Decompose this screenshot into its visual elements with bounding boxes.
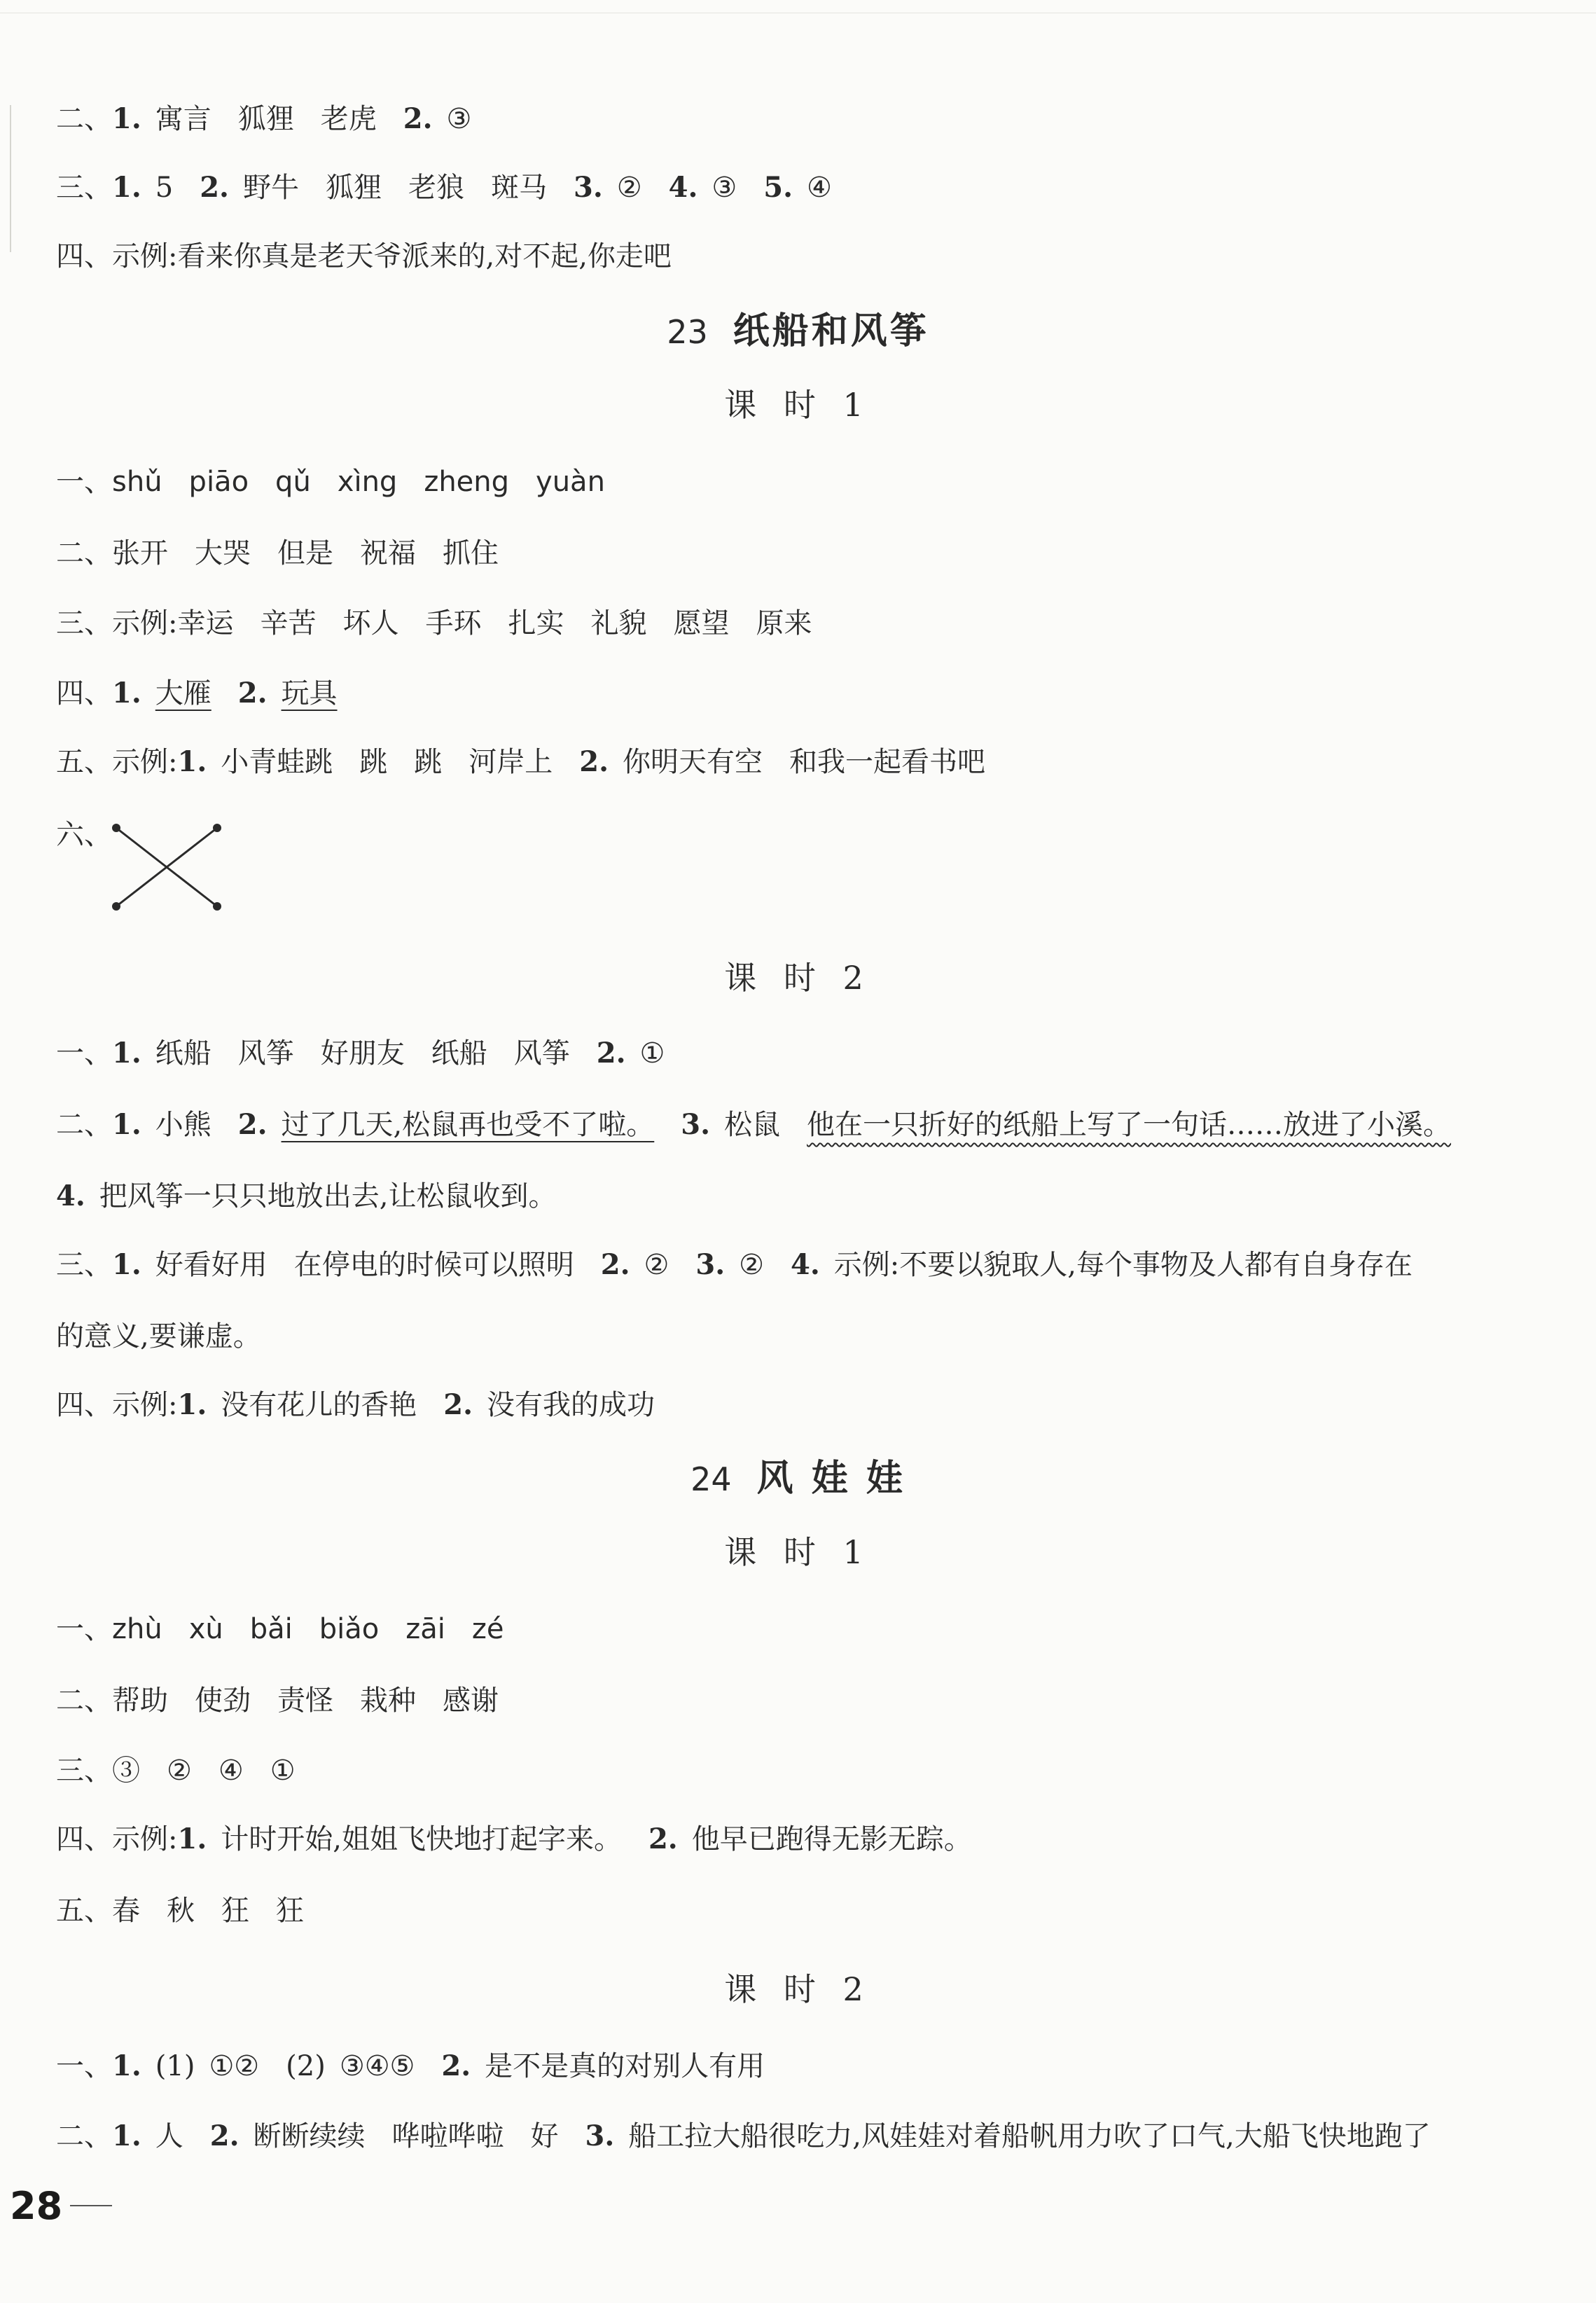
answer-line: 五、示例:1. 小青蛙跳 跳 跳 河岸上 2. 你明天有空 和我一起看书吧 (56, 745, 986, 778)
lesson-title: 24 风 娃 娃 (691, 1458, 905, 1500)
lesson-period-heading: 课 时 2 (724, 1970, 872, 2008)
answer-line: 二、1. 寓言 狐狸 老虎 2. ③ (56, 102, 472, 135)
answer-line: 四、示例:1. 没有花儿的香艳 2. 没有我的成功 (56, 1388, 655, 1421)
page-number: 28 (10, 2184, 63, 2228)
lesson-period-heading: 课 时 1 (724, 386, 872, 424)
match-dot (213, 902, 221, 911)
match-dot (112, 902, 120, 911)
answer-line: 一、shǔ piāo qǔ xìng zheng yuàn (56, 466, 605, 498)
answer-line: 二、1. 小熊 2. 过了几天,松鼠再也受不了啦。 3. 松鼠 他在一只折好的纸船上写了一句话……放进了小溪。 (56, 1108, 1452, 1141)
answer-line: 三、1. 5 2. 野牛 狐狸 老狼 斑马 3. ② 4. ③ 5. ④ (56, 171, 832, 204)
lesson-period-heading: 课 时 2 (724, 959, 872, 997)
answer-line: 三、③ ② ④ ① (56, 1755, 296, 1787)
answer-line: 四、示例:1. 计时开始,姐姐飞快地打起字来。 2. 他早已跑得无影无踪。 (56, 1823, 972, 1855)
page-number-rule (70, 2205, 112, 2206)
match-dot (213, 824, 221, 832)
answer-line: 一、zhù xù bǎi biǎo zāi zé (56, 1613, 504, 1645)
matching-cross-diagram (105, 817, 231, 915)
answer-line: 二、帮助 使劲 责怪 栽种 感谢 (56, 1685, 499, 1717)
answer-line: 的意义,要谦虚。 (56, 1320, 261, 1353)
margin-rule (10, 105, 11, 252)
answer-line: 二、张开 大哭 但是 祝福 抓住 (56, 537, 499, 569)
lesson-period-heading: 课 时 1 (724, 1533, 872, 1571)
answer-line: 4. 把风筝一只只地放出去,让松鼠收到。 (56, 1180, 557, 1212)
answer-line: 二、1. 人 2. 断断续续 哗啦哗啦 好 3. 船工拉大船很吃力,风娃娃对着船帆用力吹了口气,大船飞快地跑了 (56, 2119, 1431, 2152)
lesson-title: 23 纸船和风筝 (667, 310, 929, 352)
answer-line: 五、春 秋 狂 狂 (56, 1895, 304, 1927)
answer-line: 一、1. (1) ①② (2) ③④⑤ 2. 是不是真的对别人有用 (56, 2049, 765, 2082)
answer-line: 一、1. 纸船 风筝 好朋友 纸船 风筝 2. ① (56, 1037, 665, 1070)
answer-line: 六、 (56, 819, 112, 851)
answer-line: 四、1. 大雁 2. 玩具 (56, 677, 338, 710)
match-dot (112, 824, 120, 832)
answer-line: 四、示例:看来你真是老天爷派来的,对不起,你走吧 (56, 240, 672, 272)
answer-line: 三、1. 好看好用 在停电的时候可以照明 2. ② 3. ② 4. 示例:不要以貌取人,每个事物及人都有自身存在 (56, 1248, 1413, 1281)
answer-line: 三、示例:幸运 辛苦 坏人 手环 扎实 礼貌 愿望 原来 (56, 607, 812, 639)
